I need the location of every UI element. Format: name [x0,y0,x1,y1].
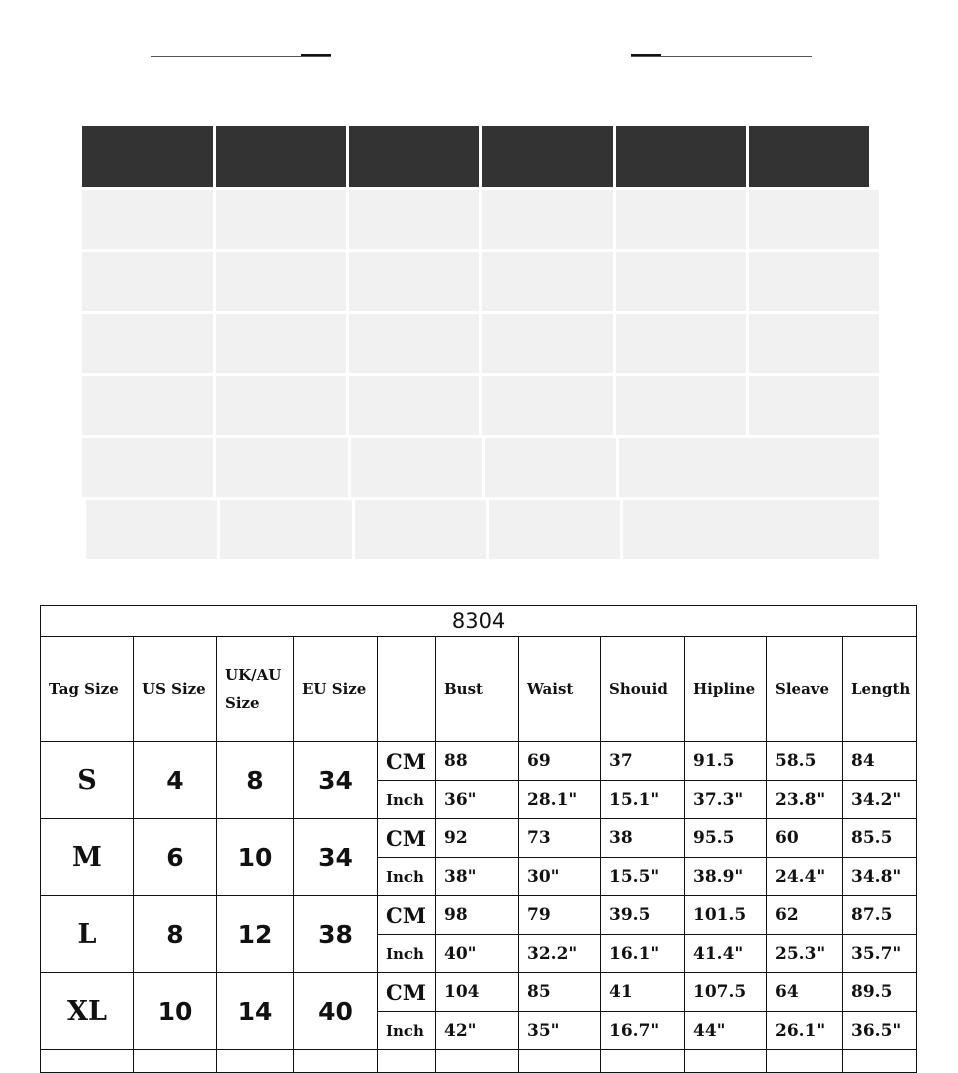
faded-cell [82,190,213,249]
bust-cm-cell: 104 [436,973,519,1012]
faded-cell [616,252,746,311]
table-title-row [41,606,917,637]
sleeve-cm-cell: 58.5 [767,742,843,781]
faded-cell [749,314,879,373]
faded-cell [349,376,479,435]
faded-cell [482,376,613,435]
faded-cell [355,500,486,559]
bust-inch-cell: 40" [436,935,519,973]
eu-size-cell: 34 [294,819,378,896]
table-row-cm [41,973,917,1012]
uk-au-size-cell: 10 [217,819,294,896]
header-sleeve: Sleave [767,637,843,742]
bust-cm-cell: 92 [436,819,519,858]
faded-header-cell [349,126,479,187]
faded-row [86,500,879,559]
table-header-row [41,637,917,742]
length-inch-cell: 34.8" [843,858,917,896]
faded-cell [82,438,213,497]
waist-cm-cell: 79 [519,896,601,935]
eu-size-cell: 40 [294,973,378,1050]
unit-label-cm: CM [378,819,436,858]
sleeve-cm-cell: 64 [767,973,843,1012]
faded-cell [216,376,346,435]
faded-cell [82,252,213,311]
uk-au-size-cell: 12 [217,896,294,973]
waist-inch-cell: 28.1" [519,781,601,819]
tag-size-cell: XL [41,973,134,1050]
unit-label-inch: Inch [378,935,436,973]
bust-inch-cell: 36" [436,781,519,819]
right-rule [631,56,812,57]
shoulder-inch-cell: 15.5" [601,858,685,896]
cutoff-cell [685,1050,767,1073]
right-rule-dash [631,54,661,56]
length-cm-cell: 89.5 [843,973,917,1012]
faded-cell [482,314,613,373]
faded-cell [220,500,352,559]
faded-cell [482,252,613,311]
faded-header-cell [482,126,613,187]
length-cm-cell: 85.5 [843,819,917,858]
us-size-cell: 4 [134,742,217,819]
faded-cell [749,190,879,249]
faded-cell [616,314,746,373]
header-tag-size: Tag Size [41,637,134,742]
faded-cell [216,252,346,311]
left-rule-dash [301,54,331,56]
header-bust: Bust [436,637,519,742]
shoulder-inch-cell: 16.1" [601,935,685,973]
length-inch-cell: 34.2" [843,781,917,819]
tag-size-cell: S [41,742,134,819]
unit-label-cm: CM [378,742,436,781]
table-row-cutoff [41,1050,917,1073]
faded-cell [216,314,346,373]
eu-size-cell: 34 [294,742,378,819]
faded-header-cell [749,126,869,187]
waist-cm-cell: 69 [519,742,601,781]
size-chart-body [41,606,917,1073]
cutoff-cell [217,1050,294,1073]
length-inch-cell: 35.7" [843,935,917,973]
cutoff-cell [767,1050,843,1073]
hipline-inch-cell: 37.3" [685,781,767,819]
faded-cell [482,190,613,249]
faded-cell [349,252,479,311]
header-eu-size: EU Size [294,637,378,742]
faded-cell [349,314,479,373]
length-inch-cell: 36.5" [843,1012,917,1050]
faded-cell [216,190,346,249]
faded-cell [623,500,879,559]
bust-cm-cell: 98 [436,896,519,935]
bust-cm-cell: 88 [436,742,519,781]
bust-inch-cell: 38" [436,858,519,896]
cutoff-cell [843,1050,917,1073]
sleeve-inch-cell: 23.8" [767,781,843,819]
faded-cell [485,438,616,497]
shoulder-cm-cell: 37 [601,742,685,781]
header-hipline: Hipline [685,637,767,742]
waist-inch-cell: 30" [519,858,601,896]
faded-cell [82,314,213,373]
header-waist: Waist [519,637,601,742]
size-chart-table [40,605,917,1073]
faded-header-row [82,126,879,187]
waist-cm-cell: 73 [519,819,601,858]
faded-cell [489,500,620,559]
faded-cell [616,190,746,249]
length-cm-cell: 84 [843,742,917,781]
unit-label-cm: CM [378,973,436,1012]
bust-inch-cell: 42" [436,1012,519,1050]
faded-cell [82,376,213,435]
cutoff-cell [378,1050,436,1073]
us-size-cell: 8 [134,896,217,973]
table-title: 8304 [41,606,917,637]
cutoff-cell [436,1050,519,1073]
hipline-cm-cell: 95.5 [685,819,767,858]
shoulder-cm-cell: 39.5 [601,896,685,935]
cutoff-cell [601,1050,685,1073]
header-length: Length [843,637,917,742]
table-row-cm [41,819,917,858]
us-size-cell: 10 [134,973,217,1050]
us-size-cell: 6 [134,819,217,896]
table-row-cm [41,742,917,781]
waist-cm-cell: 85 [519,973,601,1012]
sleeve-inch-cell: 25.3" [767,935,843,973]
tag-size-cell: L [41,896,134,973]
sleeve-cm-cell: 62 [767,896,843,935]
cutoff-cell [519,1050,601,1073]
length-cm-cell: 87.5 [843,896,917,935]
hipline-cm-cell: 101.5 [685,896,767,935]
faded-row [82,190,879,249]
faded-cell [616,376,746,435]
header-uk-au-size: UK/AU Size [217,637,294,742]
hipline-cm-cell: 91.5 [685,742,767,781]
cutoff-cell [41,1050,134,1073]
faded-header-cell [216,126,346,187]
unit-label-inch: Inch [378,858,436,896]
uk-au-size-cell: 8 [217,742,294,819]
left-rule [151,56,331,57]
shoulder-inch-cell: 16.7" [601,1012,685,1050]
table-row-cm [41,896,917,935]
faded-cell [349,190,479,249]
unit-label-cm: CM [378,896,436,935]
faded-header-cell [616,126,746,187]
header-us-size: US Size [134,637,217,742]
waist-inch-cell: 32.2" [519,935,601,973]
cutoff-cell [134,1050,217,1073]
hipline-inch-cell: 38.9" [685,858,767,896]
faded-row [82,438,879,497]
hipline-inch-cell: 44" [685,1012,767,1050]
unit-label-inch: Inch [378,781,436,819]
faded-cell [619,438,879,497]
cutoff-cell [294,1050,378,1073]
sleeve-inch-cell: 24.4" [767,858,843,896]
sleeve-cm-cell: 60 [767,819,843,858]
shoulder-inch-cell: 15.1" [601,781,685,819]
eu-size-cell: 38 [294,896,378,973]
faded-header-cell [82,126,213,187]
faded-cell [86,500,217,559]
faded-table-placeholder [82,126,879,562]
faded-cell [351,438,482,497]
shoulder-cm-cell: 38 [601,819,685,858]
waist-inch-cell: 35" [519,1012,601,1050]
tag-size-cell: M [41,819,134,896]
header-shoulder: Shouid [601,637,685,742]
faded-row [82,252,879,311]
faded-cell [216,438,348,497]
unit-label-inch: Inch [378,1012,436,1050]
faded-cell [749,252,879,311]
sleeve-inch-cell: 26.1" [767,1012,843,1050]
faded-cell [749,376,879,435]
header-unit [378,637,436,742]
faded-row [82,376,879,435]
faded-row [82,314,879,373]
uk-au-size-cell: 14 [217,973,294,1050]
hipline-cm-cell: 107.5 [685,973,767,1012]
shoulder-cm-cell: 41 [601,973,685,1012]
hipline-inch-cell: 41.4" [685,935,767,973]
